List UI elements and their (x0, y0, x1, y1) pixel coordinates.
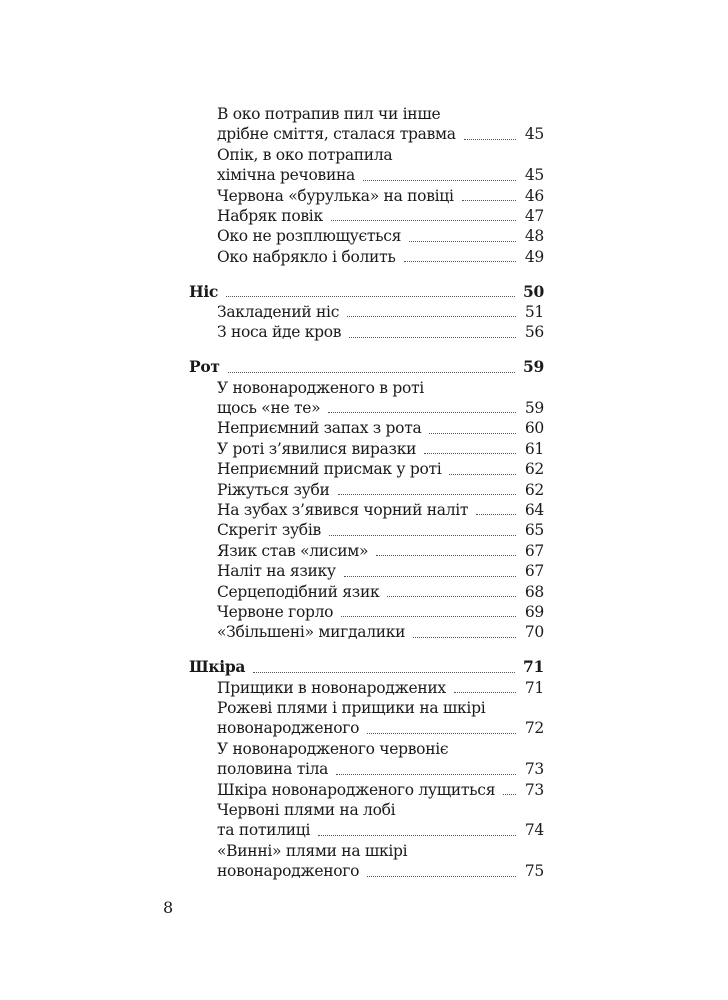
toc-item[interactable] (189, 186, 544, 206)
dot-leader (328, 412, 516, 413)
dot-leader (349, 337, 516, 338)
toc-item-title: Червоне горло (217, 602, 334, 621)
dot-leader (424, 453, 516, 454)
dot-leader (462, 200, 516, 201)
toc-item-page: 47 (524, 206, 544, 225)
dot-leader (367, 876, 516, 877)
toc-item-title: Прищики в новонароджених (217, 678, 446, 697)
dot-leader (387, 596, 516, 597)
toc-section-skin[interactable] (189, 657, 544, 677)
toc-item-title: У роті з’явилися виразки (217, 439, 417, 458)
toc-item-line: У новонародженого в роті (217, 378, 424, 397)
toc-item[interactable] (189, 500, 544, 520)
toc-item-page: 56 (524, 323, 544, 342)
toc-item-page: 73 (524, 760, 544, 779)
dot-leader (464, 139, 516, 140)
dot-leader (338, 494, 516, 495)
toc-item[interactable] (189, 800, 544, 841)
toc-item-title: щось «не те» (217, 399, 321, 418)
toc-item-title: Червона «бурулька» на повіці (217, 186, 454, 205)
dot-leader (409, 241, 516, 242)
toc-item-title: На зубах з’явився чорний наліт (217, 501, 469, 520)
toc-item[interactable] (189, 698, 544, 739)
toc-item[interactable] (189, 145, 544, 186)
dot-leader (476, 514, 516, 515)
toc-item-page: 72 (524, 719, 544, 738)
toc-item-page: 75 (524, 862, 544, 881)
toc-item-title: хімічна речовина (217, 166, 355, 185)
toc-item-title: Скрегіт зубів (217, 521, 321, 540)
toc-item-title: Ріжуться зуби (217, 480, 330, 499)
toc-item-title: половина тіла (217, 760, 329, 779)
dot-leader (341, 616, 516, 617)
dot-leader (376, 555, 516, 556)
toc-item-page: 59 (524, 399, 544, 418)
dot-leader (336, 774, 516, 775)
toc-item-title: Наліт на язику (217, 562, 336, 581)
dot-leader (253, 672, 515, 673)
toc-item-page: 65 (524, 521, 544, 540)
toc-section-title: Рот (189, 357, 220, 377)
toc-item-title: Око не розплющується (217, 227, 402, 246)
toc-section-page: 71 (523, 657, 544, 677)
toc-item[interactable] (189, 104, 544, 145)
toc-item[interactable] (189, 226, 544, 246)
toc-item-title: новонародженого (217, 862, 360, 881)
toc-item[interactable] (189, 480, 544, 500)
toc-item[interactable] (189, 439, 544, 459)
dot-leader (363, 180, 516, 181)
toc-item-page: 64 (524, 501, 544, 520)
toc-item[interactable] (189, 561, 544, 581)
toc-group-nose (189, 282, 544, 343)
toc-item-title: та потилиці (217, 821, 311, 840)
toc-item-page: 46 (524, 186, 544, 205)
toc-item-title: Око набрякло і болить (217, 247, 396, 266)
toc-section-nose[interactable] (189, 282, 544, 302)
toc-item[interactable] (189, 841, 544, 882)
toc-item-page: 62 (524, 480, 544, 499)
toc-item[interactable] (189, 459, 544, 479)
toc-item-page: 62 (524, 460, 544, 479)
dot-leader (454, 692, 516, 693)
dot-leader (226, 296, 515, 297)
toc-group-skin (189, 657, 544, 881)
dot-leader (318, 835, 516, 836)
toc-item-title: «Збільшені» мигдалики (217, 623, 406, 642)
toc-item-title: Шкіра новонародженого лущиться (217, 780, 496, 799)
toc-item-page: 61 (524, 439, 544, 458)
dot-leader (367, 733, 516, 734)
dot-leader (344, 576, 516, 577)
toc-section-title: Шкіра (189, 657, 246, 677)
toc-item-page: 74 (524, 821, 544, 840)
toc-item-page: 51 (524, 303, 544, 321)
toc-item[interactable] (189, 739, 544, 780)
dot-leader (449, 474, 516, 475)
toc-item-page: 45 (524, 125, 544, 144)
toc-item-title: дрібне сміття, сталася травма (217, 125, 456, 144)
toc-item-page: 45 (524, 166, 544, 185)
toc-section-title: Ніс (189, 281, 219, 301)
toc-section-mouth[interactable] (189, 357, 544, 377)
toc-item-line: Опік, в око потрапила (217, 145, 393, 164)
toc-item-title: Язик став «лисим» (217, 541, 369, 560)
toc-item[interactable] (189, 302, 544, 322)
toc-item-page: 67 (524, 562, 544, 581)
toc-item-line: Червоні плями на лобі (217, 801, 396, 819)
toc-item[interactable] (189, 622, 544, 642)
toc-item[interactable] (189, 541, 544, 561)
dot-leader (347, 316, 516, 317)
toc-item-page: 70 (524, 623, 544, 642)
toc-item-page: 69 (524, 602, 544, 621)
toc-item-line: «Винні» плями на шкірі (217, 841, 408, 860)
toc-item[interactable] (189, 602, 544, 622)
toc-item[interactable] (189, 418, 544, 438)
toc-item[interactable] (189, 322, 544, 342)
toc-item-line: Рожеві плями і прищики на шкірі (217, 699, 486, 718)
toc-item-title: новонародженого (217, 719, 360, 738)
toc-item[interactable] (189, 780, 544, 800)
toc-item-title: Набряк повік (217, 206, 323, 225)
toc-item[interactable] (189, 378, 544, 419)
toc-item-title: Неприємний запах з рота (217, 419, 422, 438)
dot-leader (404, 261, 517, 262)
toc-section-page: 50 (523, 281, 544, 301)
toc-item[interactable] (189, 247, 544, 267)
toc-item-title: Неприємний присмак у роті (217, 460, 442, 479)
toc-item[interactable] (189, 206, 544, 226)
toc-item-title: Закладений ніс (217, 303, 340, 321)
toc-section-page: 59 (523, 357, 544, 377)
toc-item[interactable] (189, 520, 544, 540)
dot-leader (429, 433, 516, 434)
toc-item-page: 60 (524, 419, 544, 438)
toc-item-page: 67 (524, 541, 544, 560)
toc-item-page: 73 (524, 780, 544, 799)
toc-item-line: У новонародженого червоніє (217, 739, 449, 758)
table-of-contents (189, 104, 544, 882)
dot-leader (331, 220, 516, 221)
toc-item-page: 71 (524, 678, 544, 697)
toc-item-page: 68 (524, 582, 544, 601)
dot-leader (413, 637, 516, 638)
toc-item-title: Серцеподібний язик (217, 582, 380, 601)
toc-item-page: 48 (524, 227, 544, 246)
toc-item-page: 49 (524, 247, 544, 266)
dot-leader (329, 535, 516, 536)
dot-leader (503, 794, 516, 795)
dot-leader (228, 372, 515, 373)
toc-item-title: З носа йде кров (217, 323, 342, 342)
toc-group-eye (189, 104, 544, 267)
toc-item[interactable] (189, 678, 544, 698)
toc-item[interactable] (189, 582, 544, 602)
toc-group-mouth (189, 357, 544, 642)
page-number: 8 (163, 898, 174, 917)
toc-item-line: В око потрапив пил чи інше (217, 105, 441, 123)
